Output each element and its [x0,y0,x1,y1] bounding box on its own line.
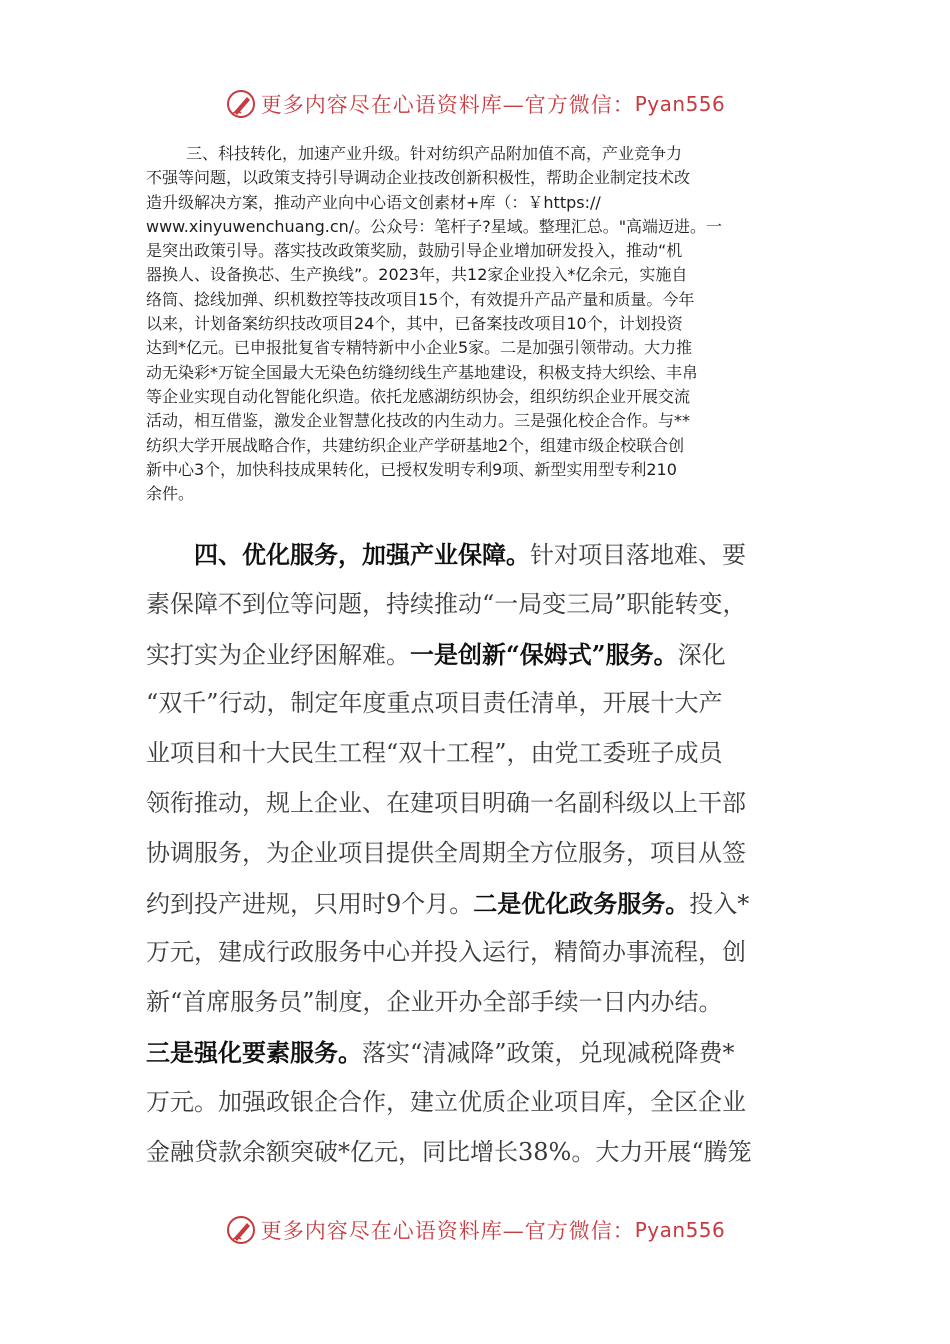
text-line: 动无染彩*万锭全国最大无染色纺缝纫线生产基地建设，积极支持大织绘、丰帛 [146,362,699,382]
banner-text: 更多内容尽在心语资料库—官方微信： [260,93,635,117]
text-line: 纺织大学开展战略合作，共建纺织企业产学研基地2个，组建市级企校联合创 [146,435,685,455]
subheading-1: 一是创新“保姆式”服务。 [410,639,678,669]
banner-wechat-id: Pyan556 [634,92,726,116]
pen-logo-icon [225,88,257,120]
text-line: 金融贷款余额突破*亿元，同比增长38%。大力开展“腾笼 [146,1137,752,1166]
text-line [146,530,796,580]
text-line [146,1028,796,1078]
text-line: 素保障不到位等问题，持续推动“一局变三局”职能转变， [146,589,747,618]
text-line [146,630,796,680]
text-span: 深化 [677,640,726,669]
subheading-3: 三是强化要素服务。 [146,1037,362,1067]
text-line: 等企业实现自动化智能化织造。依托龙感湖纺织协会，组织纺织企业开展交流 [146,386,691,406]
section-4-paragraph [146,530,796,1177]
text-line: “双千”行动，制定年度重点项目责任清单，开展十大产 [146,689,723,718]
text-span: 针对项目落地难、要 [530,541,746,569]
text-span: 投入* [689,889,750,918]
text-line: 领衔推动，规上企业、在建项目明确一名副科级以上干部 [146,788,746,817]
subheading-2: 二是优化政务服务。 [473,888,690,918]
text-line: 不强等问题，以政策支持引导调动企业技改创新积极性，帮助企业制定技术改 [146,168,691,188]
text-span: 实打实为企业纾困解难。 [146,640,410,669]
text-line: 万元。加强政银企合作，建立优质企业项目库，全区企业 [146,1087,746,1116]
text-line: 新“首席服务员”制度，企业开办全部手续一日内办结。 [146,988,723,1017]
text-line: 新中心3个，加快科技成果转化，已授权发明专利9项、新型实用型专利210 [146,459,677,479]
pen-logo-icon [225,1214,257,1246]
text-line: 万元，建成行政服务中心并投入运行，精简办事流程，创 [146,938,746,967]
text-span: 落实“清减降”政策，兑现减税降费* [362,1038,735,1067]
text-line: 三、科技转化，加速产业升级。针对纺织产品附加值不高，产业竞争力 [186,144,683,163]
banner-wechat-id: Pyan556 [634,1218,726,1242]
text-line: www.xinyuwenchuang.cn/。公众号：笔杆子?星域。整理汇总。"高端迈进。一 [146,216,723,236]
banner-text: 更多内容尽在心语资料库—官方微信： [260,1219,635,1243]
text-line: 协调服务，为企业项目提供全周期全方位服务，项目从签 [146,838,746,867]
text-line [146,879,796,929]
text-line: 络筒、捻线加弹、织机数控等技改项目15个，有效提升产品产量和质量。今年 [146,289,695,309]
text-line: 是突出政策引导。落实技改政策奖励，鼓励引导企业增加研发投入，推动“机 [146,241,683,261]
text-line: 器换人、设备换芯、生产换线”。2023年，共12家企业投入*亿余元，实施自 [146,265,688,285]
text-line: 余件。 [146,484,195,504]
text-line: 造升级解决方案，推动产业向中心语文创素材+库（：￥https:// [146,192,601,212]
text-span: 约到投产进规，只用时9个月。 [146,889,474,918]
text-line: 活动，相互借鉴，激发企业智慧化技改的内生动力。三是强化校企合作。与** [146,411,691,431]
text-line: 以来，计划备案纺织技改项目24个，其中，已备案技改项目10个，计划投资 [146,314,683,334]
text-line: 达到*亿元。已申报批复省专精特新中小企业5家。二是加强引领带动。大力推 [146,338,693,358]
section-3-paragraph [146,142,806,506]
section-4-heading: 四、优化服务，加强产业保障。 [194,540,530,569]
footer-watermark-banner [0,1210,950,1250]
header-watermark-banner [0,84,950,124]
text-line: 业项目和十大民生工程“双十工程”，由党工委班子成员 [146,739,723,768]
